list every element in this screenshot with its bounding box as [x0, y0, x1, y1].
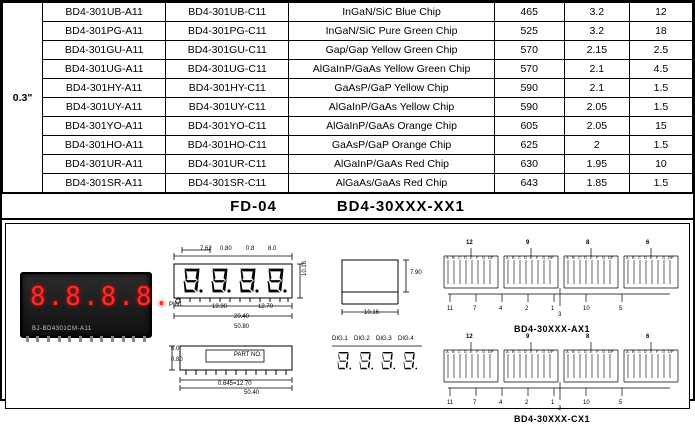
cell-part-cathode: BD4-301PG-C11	[166, 22, 289, 41]
cell-luminous-intensity: 18	[629, 22, 692, 41]
drawing-title-bar	[2, 193, 693, 220]
cell-wavelength: 525	[494, 22, 564, 41]
cell-chip-material: AlGaInP/GaAs Red Chip	[289, 155, 494, 174]
table-row	[3, 98, 693, 117]
front-dim-0-8: 0.8	[246, 246, 255, 252]
schematic-cathode-drawing	[436, 332, 686, 408]
cell-luminous-intensity: 10	[629, 155, 692, 174]
cell-chip-material: GaAsP/GaP Yellow Chip	[289, 79, 494, 98]
size-cell: 0.3"	[3, 3, 43, 193]
cell-luminous-intensity: 4.5	[629, 60, 692, 79]
anode-pin-10: 10	[583, 306, 590, 312]
cell-wavelength: 590	[494, 98, 564, 117]
svg-text:F: F	[596, 349, 599, 354]
cathode-digit-num-2: 9	[526, 334, 530, 340]
photo-pins	[22, 336, 150, 342]
anode-digit-num-3: 8	[586, 240, 590, 246]
svg-text:DP: DP	[548, 255, 554, 260]
cell-luminous-intensity: 1.5	[629, 174, 692, 193]
svg-text:D: D	[464, 255, 467, 260]
cell-wavelength: 570	[494, 60, 564, 79]
front-dim-12-70: 12.70	[258, 304, 274, 310]
svg-text:DP: DP	[488, 349, 494, 354]
svg-text:E: E	[650, 255, 653, 260]
cathode-digit-num-3: 8	[586, 334, 590, 340]
svg-text:C: C	[638, 349, 641, 354]
cell-part-cathode: BD4-301HO-C11	[166, 136, 289, 155]
svg-text:A: A	[626, 349, 629, 354]
table-row	[3, 136, 693, 155]
svg-text:A: A	[506, 349, 509, 354]
cell-part-anode: BD4-301YO-A11	[43, 117, 166, 136]
svg-text:C: C	[578, 255, 581, 260]
cell-luminous-intensity: 1.5	[629, 98, 692, 117]
cathode-pin-1: 1	[551, 400, 555, 406]
front-dim-8-0: 8.0	[268, 246, 277, 252]
svg-text:A: A	[626, 255, 629, 260]
svg-text:B: B	[632, 349, 635, 354]
bottom-dim-6-0: 6.0	[171, 346, 180, 352]
cell-part-anode: BD4-301UG-A11	[43, 60, 166, 79]
svg-text:D: D	[584, 255, 587, 260]
cell-chip-material: AlGaAs/GaAs Red Chip	[289, 174, 494, 193]
drawing-area	[5, 223, 690, 424]
digit-label-1: DIG.1	[332, 336, 348, 342]
digit-label-4: DIG.4	[398, 336, 414, 342]
front-dim-20-40: 20.40	[234, 314, 250, 320]
anode-digit-num-2: 9	[526, 240, 530, 246]
anode-pin-7: 7	[473, 306, 477, 312]
svg-text:D: D	[584, 349, 587, 354]
cell-chip-material: GaAsP/GaP Orange Chip	[289, 136, 494, 155]
front-view-drawing	[166, 242, 316, 337]
cell-luminous-intensity: 2.5	[629, 41, 692, 60]
svg-text:E: E	[590, 349, 593, 354]
anode-pin-1: 1	[551, 306, 555, 312]
svg-text:A: A	[566, 255, 569, 260]
digit-label-3: DIG.3	[376, 336, 392, 342]
svg-text:E: E	[470, 255, 473, 260]
svg-text:DP: DP	[668, 349, 674, 354]
cell-forward-voltage: 2.15	[564, 41, 629, 60]
product-photo	[20, 272, 172, 338]
svg-text:A: A	[566, 349, 569, 354]
svg-text:DP: DP	[548, 349, 554, 354]
cell-part-anode: BD4-301PG-A11	[43, 22, 166, 41]
cell-part-cathode: BD4-301UY-C11	[166, 98, 289, 117]
cell-chip-material: AlGaInP/GaAs Yellow Green Chip	[289, 60, 494, 79]
cathode-pin-2: 2	[525, 400, 529, 406]
table-row	[3, 3, 693, 22]
table-row	[3, 79, 693, 98]
front-dim-0-80: 0.80	[220, 246, 232, 252]
bottom-dim-50-40: 50.40	[244, 390, 260, 396]
svg-text:G: G	[542, 349, 546, 354]
bottom-dim-0-80: 0.80	[171, 357, 183, 363]
cathode-common-pin: 3	[558, 406, 562, 412]
svg-text:E: E	[530, 349, 533, 354]
svg-text:D: D	[524, 349, 527, 354]
svg-text:DP: DP	[608, 255, 614, 260]
anode-common-pin: 3	[558, 312, 562, 318]
svg-text:D: D	[464, 349, 467, 354]
cell-chip-material: AlGaInP/GaAs Yellow Chip	[289, 98, 494, 117]
svg-text:B: B	[572, 255, 575, 260]
svg-text:F: F	[536, 255, 539, 260]
cell-part-anode: BD4-301UY-A11	[43, 98, 166, 117]
cell-part-cathode: BD4-301SR-C11	[166, 174, 289, 193]
anode-pin-5: 5	[619, 306, 623, 312]
svg-text:D: D	[524, 255, 527, 260]
front-dim-10-16: 10.16	[302, 260, 308, 276]
side-dim-10-16: 10.16	[364, 310, 380, 316]
svg-text:D: D	[644, 255, 647, 260]
svg-text:G: G	[542, 255, 546, 260]
spec-table	[2, 2, 693, 193]
anode-digit-num-1: 12	[466, 240, 473, 246]
cell-part-cathode: BD4-301UG-C11	[166, 60, 289, 79]
schematic-anode-drawing	[436, 238, 686, 314]
bottom-part-no-label: PART NO.	[234, 352, 262, 358]
cathode-pin-5: 5	[619, 400, 623, 406]
table-row	[3, 60, 693, 79]
cell-part-anode: BD4-301HO-A11	[43, 136, 166, 155]
svg-text:F: F	[656, 349, 659, 354]
cell-forward-voltage: 2.1	[564, 79, 629, 98]
svg-text:B: B	[632, 255, 635, 260]
table-row	[3, 117, 693, 136]
svg-text:B: B	[512, 255, 515, 260]
cell-chip-material: InGaN/SiC Pure Green Chip	[289, 22, 494, 41]
cell-forward-voltage: 3.2	[564, 22, 629, 41]
cell-part-cathode: BD4-301UR-C11	[166, 155, 289, 174]
svg-text:C: C	[458, 255, 461, 260]
cell-wavelength: 465	[494, 3, 564, 22]
svg-text:B: B	[452, 349, 455, 354]
cell-part-cathode: BD4-301YO-C11	[166, 117, 289, 136]
anode-digit-num-4: 6	[646, 240, 650, 246]
svg-text:B: B	[512, 349, 515, 354]
cell-luminous-intensity: 1.5	[629, 79, 692, 98]
table-row	[3, 155, 693, 174]
cathode-pin-11: 11	[447, 400, 454, 406]
table-row	[3, 174, 693, 193]
front-dim-50-80: 50.80	[234, 324, 250, 330]
svg-text:F: F	[536, 349, 539, 354]
cell-chip-material: InGaN/SiC Blue Chip	[289, 3, 494, 22]
cell-luminous-intensity: 1.5	[629, 136, 692, 155]
cell-forward-voltage: 2.05	[564, 98, 629, 117]
cathode-pin-4: 4	[499, 400, 503, 406]
svg-text:C: C	[518, 349, 521, 354]
photo-brand-text: BJ-BD4301CM-A11	[32, 326, 92, 332]
cell-part-anode: BD4-301UB-A11	[43, 3, 166, 22]
cell-luminous-intensity: 15	[629, 117, 692, 136]
svg-text:DP: DP	[608, 349, 614, 354]
svg-text:F: F	[656, 255, 659, 260]
svg-text:E: E	[530, 255, 533, 260]
front-dim-19-90: 19.90	[212, 304, 228, 310]
cell-forward-voltage: 2	[564, 136, 629, 155]
svg-text:F: F	[596, 255, 599, 260]
svg-text:E: E	[470, 349, 473, 354]
anode-pin-2: 2	[525, 306, 529, 312]
cell-wavelength: 570	[494, 41, 564, 60]
svg-text:C: C	[458, 349, 461, 354]
segment-map-drawing	[326, 334, 426, 390]
cell-wavelength: 605	[494, 117, 564, 136]
front-dim-7-62: 7.62	[200, 246, 212, 252]
cell-wavelength: 590	[494, 79, 564, 98]
cell-wavelength: 643	[494, 174, 564, 193]
svg-text:G: G	[482, 255, 486, 260]
cathode-digit-num-4: 6	[646, 334, 650, 340]
drawing-number: FD-04	[230, 197, 277, 215]
bottom-dim-pitch: 0.645=12.70	[218, 381, 252, 387]
cell-chip-material: AlGaInP/GaAs Orange Chip	[289, 117, 494, 136]
svg-text:B: B	[572, 349, 575, 354]
svg-text:DP: DP	[488, 255, 494, 260]
cell-part-cathode: BD4-301GU-C11	[166, 41, 289, 60]
cell-part-anode: BD4-301GU-A11	[43, 41, 166, 60]
anode-pin-11: 11	[447, 306, 454, 312]
cell-forward-voltage: 3.2	[564, 3, 629, 22]
svg-text:F: F	[476, 349, 479, 354]
svg-text:C: C	[578, 349, 581, 354]
cell-luminous-intensity: 12	[629, 3, 692, 22]
cell-forward-voltage: 1.95	[564, 155, 629, 174]
cell-wavelength: 630	[494, 155, 564, 174]
svg-text:C: C	[638, 255, 641, 260]
table-row	[3, 41, 693, 60]
cell-chip-material: Gap/Gap Yellow Green Chip	[289, 41, 494, 60]
svg-text:E: E	[590, 255, 593, 260]
cathode-schematic-title: BD4-30XXX-CX1	[514, 414, 591, 424]
svg-text:E: E	[650, 349, 653, 354]
svg-text:G: G	[482, 349, 486, 354]
svg-text:A: A	[446, 255, 449, 260]
svg-text:A: A	[506, 255, 509, 260]
front-pin1-label: PIN1	[169, 302, 183, 308]
cell-part-anode: BD4-301SR-A11	[43, 174, 166, 193]
cell-part-cathode: BD4-301HY-C11	[166, 79, 289, 98]
anode-pin-4: 4	[499, 306, 503, 312]
cathode-pin-10: 10	[583, 400, 590, 406]
svg-text:DP: DP	[668, 255, 674, 260]
cathode-digit-num-1: 12	[466, 334, 473, 340]
cell-part-anode: BD4-301UR-A11	[43, 155, 166, 174]
cell-wavelength: 625	[494, 136, 564, 155]
svg-text:A: A	[446, 349, 449, 354]
svg-text:D: D	[644, 349, 647, 354]
svg-text:G: G	[602, 255, 606, 260]
svg-text:G: G	[602, 349, 606, 354]
svg-text:C: C	[518, 255, 521, 260]
cell-forward-voltage: 1.85	[564, 174, 629, 193]
cathode-pin-7: 7	[473, 400, 477, 406]
table-row	[3, 22, 693, 41]
svg-text:B: B	[452, 255, 455, 260]
svg-text:G: G	[662, 255, 666, 260]
cell-forward-voltage: 2.05	[564, 117, 629, 136]
cell-part-anode: BD4-301HY-A11	[43, 79, 166, 98]
series-number: BD4-30XXX-XX1	[336, 197, 465, 215]
svg-text:F: F	[476, 255, 479, 260]
side-dim-7-90: 7.90	[410, 270, 422, 276]
anode-schematic-title: BD4-30XXX-AX1	[514, 324, 591, 334]
cell-part-cathode: BD4-301UB-C11	[166, 3, 289, 22]
svg-text:G: G	[662, 349, 666, 354]
photo-digits: 8.8.8.8.	[30, 282, 172, 312]
digit-label-2: DIG.2	[354, 336, 370, 342]
cell-forward-voltage: 2.1	[564, 60, 629, 79]
